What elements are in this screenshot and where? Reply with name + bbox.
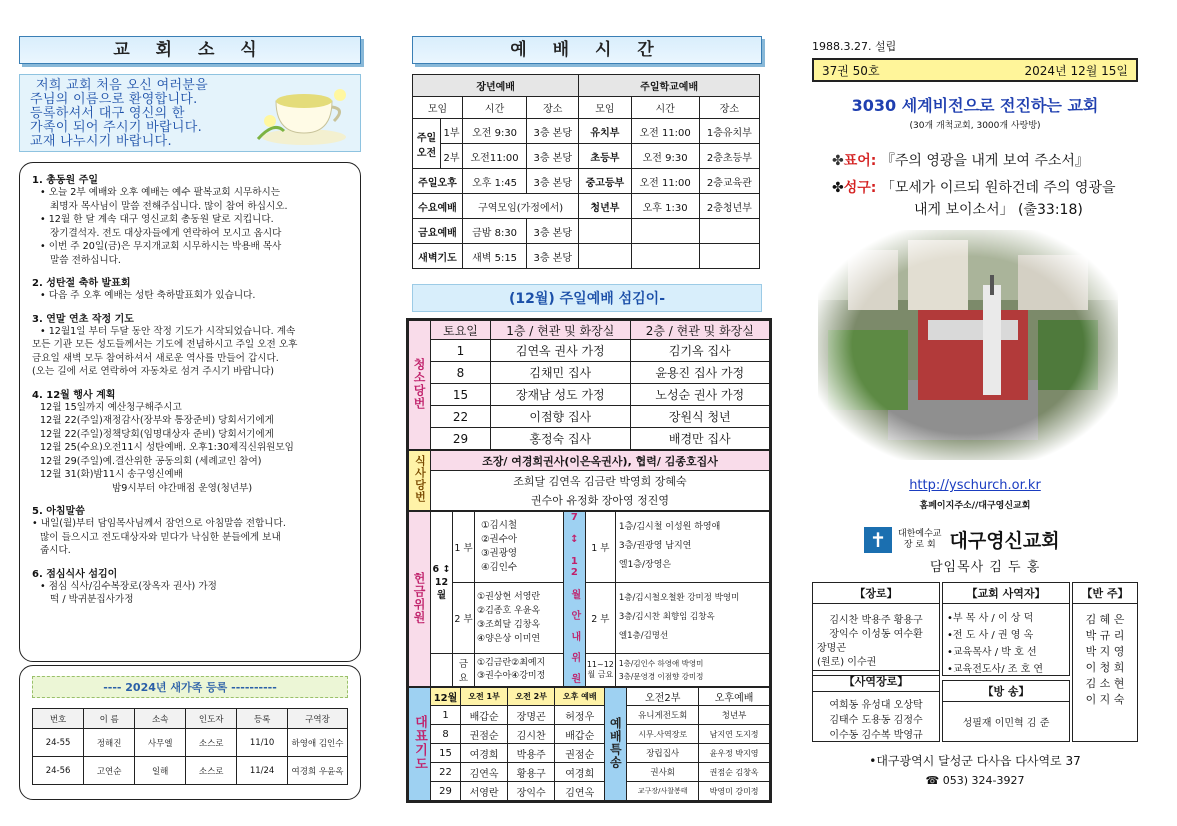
welcome-line: 저희 교회 처음 오신 여러분을	[36, 78, 209, 93]
offering-name: ②권수아	[481, 533, 518, 545]
cell: 김채민 집사	[491, 362, 631, 384]
usher-name: 1층/김시철오철환 강미정 박영미	[618, 593, 740, 604]
cell: 주일오전	[413, 119, 441, 169]
accompanist: 박 규 리	[1085, 629, 1125, 642]
cell: 청년부	[579, 194, 631, 219]
table-row	[409, 406, 770, 428]
cell: 29	[431, 782, 461, 801]
staff-item: •부 목 사 / 이 상 덕	[947, 613, 1034, 624]
usher-name: 3층/권광영 남지연	[618, 541, 692, 552]
cell: 3층 본당	[527, 119, 579, 144]
cell: 11/10	[237, 729, 288, 757]
news-box	[19, 162, 361, 662]
usher-name: 1층/김인수 하영애 박영미	[618, 658, 704, 668]
cell: 15	[431, 384, 491, 406]
cell: 여경희	[555, 763, 605, 782]
cell: 중고등부	[579, 169, 631, 194]
cell: 장익수	[508, 782, 555, 801]
accompanist: 김 혜 은	[1085, 613, 1125, 626]
cell: 권점순	[461, 725, 508, 744]
cell: 윤우정 박지영	[699, 744, 770, 763]
cell: 3층 본당	[527, 144, 579, 169]
offering-part: 1 부	[453, 512, 475, 583]
section-title: 5. 아침말씀	[32, 506, 85, 517]
news-line: • 내일(월)부터 담임목사님께서 잠언으로 아침말씀 전합니다.	[32, 518, 286, 529]
th: 장소	[699, 97, 759, 119]
usher-part: 2 부	[585, 582, 615, 653]
th: 소속	[135, 709, 186, 729]
verse-line	[832, 177, 1116, 221]
worship-table	[412, 74, 760, 269]
church-logo	[864, 526, 1060, 553]
denomination: 대한예수교	[898, 528, 942, 539]
cell: 새벽기도	[413, 244, 463, 269]
cell: 이점향 집사	[491, 406, 631, 428]
cell: 여경희 우윤옥	[288, 757, 348, 785]
accompanist-box	[1072, 582, 1138, 742]
church-address: •대구광역시 달성군 다사읍 다사역로 37	[869, 754, 1081, 768]
section-title: 6. 점심식사 섬김이	[32, 568, 118, 580]
cell: 새벽 5:15	[463, 244, 527, 269]
table-row	[409, 725, 770, 744]
accompanist: 박 지 영	[1085, 645, 1125, 658]
th: 2층 / 현관 및 화장실	[630, 321, 770, 340]
broadcast-box	[942, 680, 1070, 742]
cell: 1	[431, 706, 461, 725]
th: 12월	[431, 688, 461, 706]
cell: 배갑순	[555, 725, 605, 744]
cell: 장재남 성도 가정	[491, 384, 631, 406]
teacup-icon	[254, 81, 354, 147]
cell: 여경희	[461, 744, 508, 763]
news-line: 최명자 목사님이 말씀 전해주십니다. 많이 참여 하십시오.	[50, 200, 288, 212]
cell: 1부	[441, 119, 463, 144]
accompanist: 김 소 현	[1085, 677, 1125, 690]
pastor-name: 담임목사 김 두 홍	[930, 560, 1041, 575]
cell: 오후 1:30	[631, 194, 699, 219]
usher-name: 엘1층/장영은	[618, 560, 672, 571]
issue-date: 2024년 12월 15일	[1024, 63, 1128, 78]
offering-name: ③권광영	[481, 547, 518, 559]
service-elder-names: 이수동 김수복 박영규	[829, 730, 923, 741]
cell: 일해	[135, 757, 186, 785]
table-row	[413, 244, 760, 269]
cell: 금밤 8:30	[463, 219, 527, 244]
cell: 김시찬	[508, 725, 555, 744]
table-row	[33, 757, 348, 785]
accompanist: 이 지 숙	[1085, 693, 1125, 706]
table-row	[413, 219, 760, 244]
cell: 허정우	[555, 706, 605, 725]
cell: 오전 9:30	[463, 119, 527, 144]
box-title: 【방 송】	[943, 681, 1069, 702]
welcome-line: 등록하셔서 대구 영신의 한	[30, 106, 185, 121]
th: 모임	[579, 97, 631, 119]
th: 시간	[463, 97, 527, 119]
cell: 8	[431, 725, 461, 744]
th: 번호	[33, 709, 84, 729]
th: 장소	[527, 97, 579, 119]
flower-icon: ✤	[832, 180, 844, 196]
news-line: 12월 22(주일)정책당회(임명대상자 준비) 당회서기에게	[40, 428, 274, 440]
meal-label: 식사당번	[413, 455, 427, 503]
special-label: 예배특송	[608, 716, 623, 769]
cell: 남지연 도지정	[699, 725, 770, 744]
newfamily-box	[19, 665, 361, 800]
elders-box	[812, 582, 940, 676]
verse-text: 내게 보이소서」 (출33:18)	[914, 202, 1083, 218]
table-row	[409, 340, 770, 362]
service-elders-box	[812, 670, 940, 742]
cell: 장원식 청년	[630, 406, 770, 428]
cell: 배갑순	[461, 706, 508, 725]
cell: 박용주	[508, 744, 555, 763]
cell: 2부	[441, 144, 463, 169]
helpers-title: (12월) 주일예배 섬김이-	[412, 284, 762, 312]
news-line: 12월 31(화)밤11시 송구영신예배	[40, 469, 183, 480]
issue-bar	[812, 58, 1138, 82]
news-line: • 12월 한 달 계속 대구 영신교회 총동원 달로 지킵니다.	[40, 214, 274, 225]
th: 오후예배	[699, 688, 770, 706]
usher-name: 3층/문영경 이점향 강미정	[618, 671, 704, 681]
worship-banner: 예 배 시 간	[412, 36, 762, 64]
prayer-table	[408, 687, 770, 801]
news-line: 많이 들으시고 전도대상자와 믿다가 낙심한 분들에게 보내	[40, 531, 281, 543]
th: 토요일	[431, 321, 491, 340]
cleaning-section	[406, 318, 772, 803]
usher-label: 7 ↕ 12 월 안 내 위 원	[568, 512, 580, 683]
cell: 3층 본당	[527, 219, 579, 244]
box-title: 【반 주】	[1073, 583, 1137, 604]
news-line: • 다음 주 오후 예배는 성탄 축하발표회가 있습니다.	[40, 290, 256, 301]
cell: 3층 본당	[527, 244, 579, 269]
cell: 오전 11:00	[631, 119, 699, 144]
motto-sub: (30개 개척교회, 3000개 사랑방)	[909, 121, 1041, 131]
table-row	[413, 194, 760, 219]
cell: 정해진	[84, 729, 135, 757]
cell: 시무.사역장로	[627, 725, 699, 744]
offering-name: ④김인수	[481, 561, 518, 573]
usher-part: 1 부	[585, 512, 615, 583]
cell: 권사회	[627, 763, 699, 782]
news-line: 장기결석자. 전도 대상자들에게 연락하여 모시고 옵시다	[50, 227, 282, 239]
cell: 오후 1:45	[463, 169, 527, 194]
cell: 김연옥	[555, 782, 605, 801]
usher-part: 11~12월 금요	[585, 653, 615, 686]
cell: 22	[431, 406, 491, 428]
cell: 하영애 김인수	[288, 729, 348, 757]
news-line: 밤9시부터 야간매점 운영(청년부)	[112, 482, 253, 494]
news-line: • 12월1일 부터 두달 동안 작정 기도가 시작되었습니다. 계속	[40, 325, 296, 337]
cell: 2층교육관	[699, 169, 759, 194]
section-title: 1. 총동원 주일	[32, 175, 99, 186]
th: 오전 1부	[461, 688, 508, 706]
service-elder-names: 김태수 도용동 김정수	[829, 715, 923, 726]
cell: 8	[431, 362, 491, 384]
th: 인도자	[186, 709, 237, 729]
broadcast-names: 성필재 이민혁 김 준	[962, 718, 1050, 729]
cell: 권점순 김창옥	[699, 763, 770, 782]
homepage-url[interactable]: http://yschurch.or.kr	[909, 478, 1041, 493]
usher-name: 엘1층/김명선	[618, 631, 669, 642]
pyoeo-text: 『주의 영광을 내게 보여 주소서』	[880, 153, 1089, 169]
th: 오후 예배	[555, 688, 605, 706]
cell: 1	[431, 340, 491, 362]
cell: 유니게전도회	[627, 706, 699, 725]
offering-name: ③권수아④강미정	[477, 670, 546, 681]
cross-icon: ✝	[864, 527, 892, 553]
prayer-label: 대표기도	[412, 714, 427, 771]
news-line: 12월 22(주일)재정감사(장부와 통장준비) 당회서기에게	[40, 415, 274, 426]
newfamily-table	[32, 708, 348, 785]
pyoeo-label: 표어:	[843, 153, 877, 169]
cell: 장명곤	[508, 706, 555, 725]
cell: 홍정숙 집사	[491, 428, 631, 450]
cell: 김연옥 권사 가정	[491, 340, 631, 362]
news-line: 떡 / 박귀분집사가정	[50, 594, 134, 605]
table-row	[409, 384, 770, 406]
service-elder-names: 여희동 유성대 오상탁	[829, 700, 923, 711]
cell: 금요예배	[413, 219, 463, 244]
box-title: 【사역장로】	[813, 671, 939, 692]
church-phone: ☎ 053) 324-3927	[925, 774, 1025, 787]
cell: 사무엘	[135, 729, 186, 757]
founded: 1988.3.27. 설립	[812, 40, 897, 53]
offering-name: ①권상현 서영란	[477, 591, 541, 602]
church-name: 대구영신교회	[949, 530, 1060, 552]
cell: 교구장/사찰봉태	[627, 782, 699, 801]
offering-name: ①김시철	[481, 519, 518, 531]
th: 구역장	[288, 709, 348, 729]
cleaning-label: 청소당번	[412, 357, 426, 410]
issue-number: 37권 50호	[822, 63, 880, 78]
cell: 11/24	[237, 757, 288, 785]
offering-name: ①김금란②최예지	[477, 657, 546, 668]
cell: 노성순 권사 가정	[630, 384, 770, 406]
staff-item: •교육전도사/ 조 호 연	[947, 664, 1044, 675]
table-row	[409, 428, 770, 450]
cell: 22	[431, 763, 461, 782]
offering-period: 6 ↕ 12 월	[431, 512, 453, 654]
verse-label: 성구:	[843, 180, 877, 196]
th: 시간	[631, 97, 699, 119]
cell: 청년부	[699, 706, 770, 725]
th: 등록	[237, 709, 288, 729]
offering-table	[408, 511, 770, 687]
offering-name: ④양은상 이미연	[477, 633, 541, 644]
flower-icon: ✤	[832, 153, 844, 169]
elder-names: 장명곤	[817, 643, 846, 654]
cell: 소스로	[186, 729, 237, 757]
motto: 3030 세계비전으로 전진하는 교회	[851, 96, 1099, 115]
cell: 1층유치부	[699, 119, 759, 144]
cell: 24-56	[33, 757, 84, 785]
meal-table	[408, 450, 770, 511]
section-title: 2. 성탄절 축하 발표회	[32, 278, 131, 289]
news-line: 말씀 전하십니다.	[50, 254, 121, 266]
cell: 주일오후	[413, 169, 463, 194]
cell: 박영미 강미정	[699, 782, 770, 801]
news-line: 12월 15일까지 예산청구해주시고	[40, 401, 182, 413]
news-line: 줍시다.	[40, 545, 71, 556]
cell: 2층청년부	[699, 194, 759, 219]
offering-part: 2 부	[453, 582, 475, 653]
offering-label: 헌금위원	[412, 571, 426, 624]
verse-text: 「모세가 이르되 원하건데 주의 영광을	[880, 180, 1116, 196]
box-title: 【교회 사역자】	[943, 583, 1069, 604]
elder-retired: (원로) 이수권	[817, 657, 877, 668]
news-line: 금요일 새벽 모두 참여하셔서 새로운 역사를 만들어 갑시다.	[32, 352, 279, 364]
news-line: 12월 25(수요)오전11시 성탄예배. 오후1:30제직신위원모임	[40, 442, 294, 453]
box-title: 【장로】	[813, 583, 939, 604]
news-line: • 점심 식사/김수복장로(장옥자 권사) 가정	[40, 580, 217, 592]
cell: 장립집사	[627, 744, 699, 763]
table-row	[409, 763, 770, 782]
news-line: • 이번 주 20일(금)은 무지개교회 시무하시는 박용배 목사	[40, 241, 282, 252]
welcome-box	[19, 74, 361, 152]
cell: 3층 본당	[527, 169, 579, 194]
cell: 24-55	[33, 729, 84, 757]
cell: 서영란	[461, 782, 508, 801]
table-row	[413, 169, 760, 194]
staff-item: •전 도 사 / 권 영 옥	[947, 630, 1034, 641]
meal-line: 권수아 유정화 장아영 정진영	[431, 491, 770, 511]
welcome-line: 가족이 되어 주시기 바랍니다.	[30, 120, 203, 135]
cell: 오전11:00	[463, 144, 527, 169]
cell: 김연옥	[461, 763, 508, 782]
cell: 오전 11:00	[631, 169, 699, 194]
table-row	[413, 119, 760, 144]
news-line: (오는 길에 서로 연락하여 자동차로 섬겨 주시기 바랍니다)	[32, 366, 274, 377]
cell: 구역모임(가정에서)	[463, 194, 579, 219]
table-row	[409, 744, 770, 763]
cell: 고연순	[84, 757, 135, 785]
offering-name: ②김종호 우윤옥	[477, 605, 541, 616]
cell: 오전 9:30	[631, 144, 699, 169]
section-title: 4. 12월 행사 계획	[32, 389, 116, 401]
th: 1층 / 현관 및 화장실	[491, 321, 631, 340]
cell: 초등부	[579, 144, 631, 169]
cell: 수요예배	[413, 194, 463, 219]
section-title: 3. 연말 연초 작정 기도	[32, 313, 134, 325]
cell: 소스로	[186, 757, 237, 785]
staff-box	[942, 582, 1070, 676]
news-line: 모든 기관 모든 성도들께서는 기도에 전념하시고 주일 오전 오후	[32, 339, 298, 350]
table-row	[409, 362, 770, 384]
table-row	[409, 782, 770, 801]
pyoeo-line	[832, 150, 1089, 170]
cell: 유치부	[579, 119, 631, 144]
accompanist: 이 청 희	[1085, 661, 1125, 674]
cell: 황용구	[508, 763, 555, 782]
cell: 2층초등부	[699, 144, 759, 169]
th: 오전 2부	[508, 688, 555, 706]
table-row	[33, 729, 348, 757]
welcome-line: 교재 나누시기 바랍니다.	[30, 134, 172, 149]
elder-names: 장익수 이성동 여수환	[829, 629, 923, 640]
cell: 15	[431, 744, 461, 763]
welcome-line: 주님의 이름으로 환영합니다.	[30, 92, 198, 107]
th: 이 름	[84, 709, 135, 729]
worship-table-wrap	[412, 74, 760, 269]
meal-leader: 조장/ 여경희권사(이은옥권사), 협력/ 김종호집사	[431, 451, 770, 471]
cell: 김기옥 집사	[630, 340, 770, 362]
news-banner: 교 회 소 식	[19, 36, 361, 64]
newfamily-title: ---- 2024년 새가족 등록 ----------	[32, 676, 348, 698]
cell: 배경만 집사	[630, 428, 770, 450]
table-row	[413, 144, 760, 169]
church-photo	[818, 230, 1118, 460]
news-line: 12월 29(주일)예.결산위한 공동의회 (세례교인 참여)	[40, 455, 262, 467]
cell: 권점순	[555, 744, 605, 763]
cleaning-table	[408, 320, 770, 450]
denomination: 장 로 회	[903, 539, 936, 550]
offering-fri-label: 금 요	[453, 653, 475, 686]
school-header: 주일학교예배	[579, 75, 760, 97]
adult-header: 장년예배	[413, 75, 579, 97]
cell: 29	[431, 428, 491, 450]
elder-names: 김시찬 박용주 황용구	[829, 615, 923, 626]
homepage-caption: 홈페이지주소//대구영신교회	[919, 501, 1031, 511]
usher-name: 3층/김시찬 최향임 김창옥	[618, 612, 715, 623]
usher-name: 1층/김시철 이성원 하영애	[618, 522, 721, 533]
cell: 윤용진 집사 가정	[630, 362, 770, 384]
offering-name: ③조희달 김창옥	[477, 619, 541, 630]
th: 오전2부	[627, 688, 699, 706]
news-line: • 오늘 2부 예배와 오후 예배는 예수 팔복교회 시무하시는	[40, 187, 281, 198]
staff-item: •교육목사 / 박 호 선	[947, 647, 1037, 658]
th: 모임	[413, 97, 463, 119]
table-row	[409, 706, 770, 725]
meal-line: 조희달 김연옥 김금란 박영희 장혜숙	[431, 471, 770, 491]
